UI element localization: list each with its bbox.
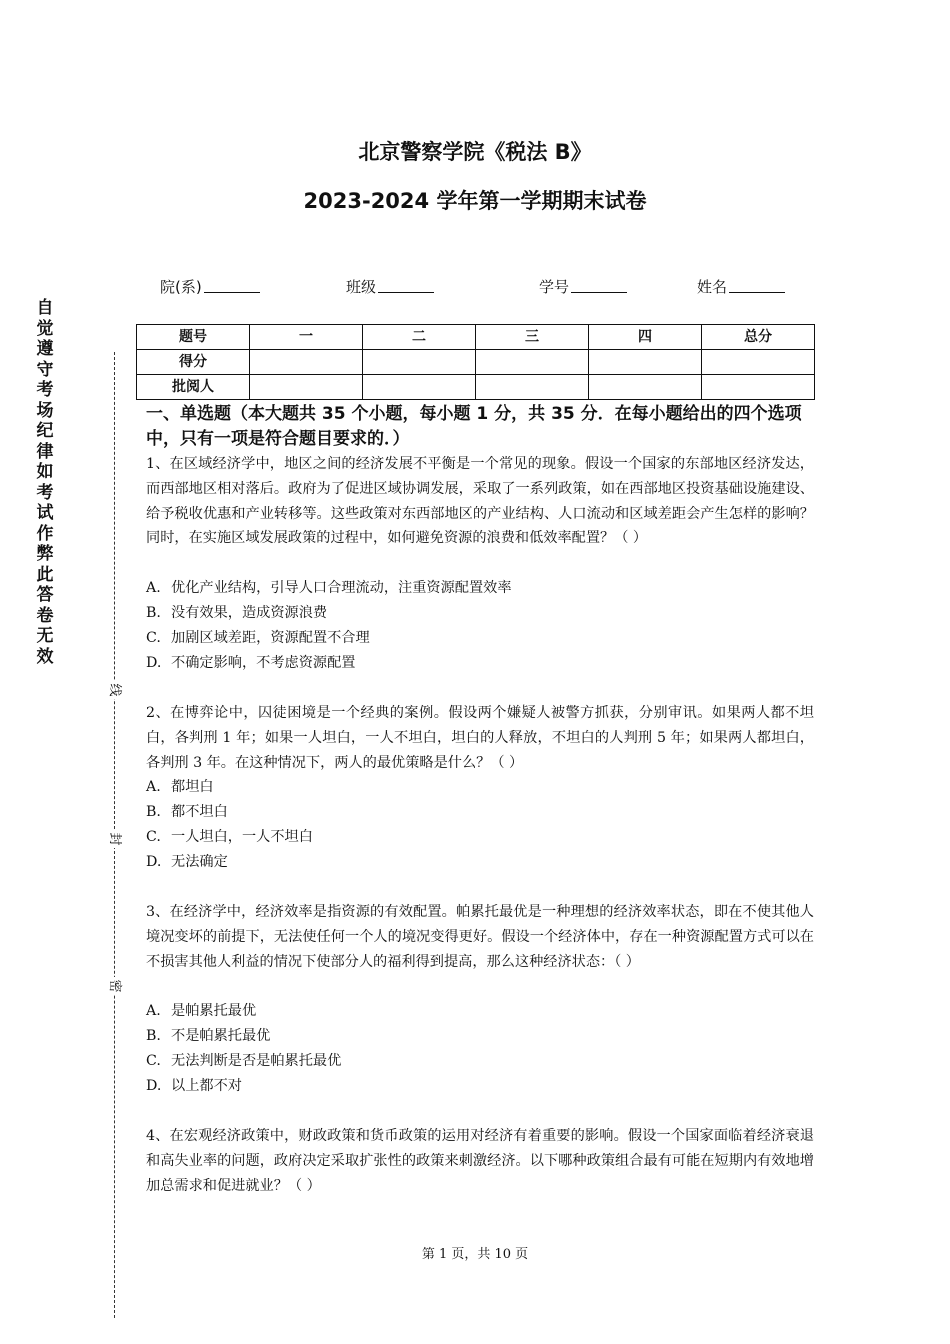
grader-row-label: 批阅人: [137, 375, 250, 400]
option-text: 优化产业结构，引导人口合理流动，注重资源配置效率: [171, 580, 512, 596]
question-1-text: 1、在区域经济学中，地区之间的经济发展不平衡是一个常见的现象。假设一个国家的东部地区经济发达，而西部地区相对落后。政府为了促进区域协调发展，采取了一系列政策，如在西部地区投资基础设施建设、给予税收优惠和产业转移等。这些政策对东西部地区的产业结构、人口流动和区域差距会产生怎样的影响？同时，在实施区域发展政策的过程中，如何避免资源的浪费和低效率配置？（ ）: [146, 456, 814, 547]
dept-label: 院(系): [160, 278, 202, 296]
score-header-cell: 一: [250, 325, 363, 350]
student-id-blank[interactable]: [571, 276, 627, 293]
cut-label-seal: 封: [104, 830, 124, 848]
option-letter: B.: [146, 605, 161, 621]
option-letter: B.: [146, 804, 161, 820]
option-letter: D.: [146, 854, 162, 870]
option-letter: D.: [146, 1078, 162, 1094]
grader-cell[interactable]: [589, 375, 702, 400]
grader-row: [137, 375, 815, 400]
score-row: [137, 350, 815, 375]
score-cell[interactable]: [476, 350, 589, 375]
name-blank[interactable]: [729, 276, 785, 293]
name-field: [697, 276, 727, 297]
score-table-header-row: [137, 325, 815, 350]
score-header-cell: 二: [363, 325, 476, 350]
exam-title-line2: 2023-2024 学年第一学期期末试卷: [303, 189, 647, 213]
question-2-option-b[interactable]: [146, 800, 228, 825]
option-text: 没有效果，造成资源浪费: [171, 605, 328, 621]
option-letter: A.: [146, 1003, 161, 1019]
question-1-option-a[interactable]: [146, 576, 512, 601]
page-number: 第 1 页，共 10 页: [421, 1247, 529, 1262]
option-letter: C.: [146, 1053, 161, 1069]
grader-cell[interactable]: [702, 375, 815, 400]
class-blank[interactable]: [378, 276, 434, 293]
score-row-label: 得分: [137, 350, 250, 375]
question-3-option-b[interactable]: [146, 1024, 270, 1049]
option-letter: C.: [146, 630, 161, 646]
option-text: 都坦白: [171, 779, 214, 795]
question-2-option-d[interactable]: [146, 850, 228, 875]
side-notice: 自觉遵守考场纪律如考试作弊此答卷无效: [36, 298, 54, 667]
option-letter: C.: [146, 829, 161, 845]
student-id-label: 学号: [539, 278, 570, 296]
section-heading: 一、单选题（本大题共 35 个小题，每小题 1 分，共 35 分．在每小题给出的四个选项中，只有一项是符合题目要求的．）: [146, 404, 802, 449]
score-header-cell: 题号: [137, 325, 250, 350]
question-1-option-d[interactable]: [146, 651, 355, 676]
grader-cell[interactable]: [363, 375, 476, 400]
question-1-option-b[interactable]: [146, 601, 327, 626]
exam-title-line1: 北京警察学院《税法 B》: [358, 140, 592, 164]
option-letter: A.: [146, 779, 161, 795]
option-text: 以上都不对: [171, 1078, 242, 1094]
question-2-option-a[interactable]: [146, 775, 214, 800]
question-3-option-c[interactable]: [146, 1049, 341, 1074]
question-3-text: 3、在经济学中，经济效率是指资源的有效配置。帕累托最优是一种理想的经济效率状态，即在不使其他人境况变坏的前提下，无法使任何一个人的境况变得更好。假设一个经济体中，存在一种资源配置方式可以在不损害其他人利益的情况下使部分人的福利得到提高，那么这种经济状态：（ ）: [146, 904, 814, 970]
question-3-option-d[interactable]: [146, 1074, 242, 1099]
option-text: 不确定影响，不考虑资源配置: [171, 655, 356, 671]
score-header-cell: 三: [476, 325, 589, 350]
dept-field: [160, 276, 202, 297]
score-cell[interactable]: [589, 350, 702, 375]
score-cell[interactable]: [250, 350, 363, 375]
cut-label-line: 线: [104, 681, 124, 699]
option-letter: B.: [146, 1028, 161, 1044]
class-label: 班级: [346, 278, 377, 296]
student-id-field: [539, 276, 569, 297]
option-text: 不是帕累托最优: [171, 1028, 271, 1044]
grader-cell[interactable]: [250, 375, 363, 400]
name-label: 姓名: [697, 278, 728, 296]
question-2-text: 2、在博弈论中，囚徒困境是一个经典的案例。假设两个嫌疑人被警方抓获，分别审讯。如果两人都不坦白，各判刑 1 年；如果一人坦白，一人不坦白，坦白的人释放，不坦白的人判刑 5 年；如果两人都坦白，各判刑 3 年。在这种情况下，两人的最优策略是什么？（ ）: [146, 705, 814, 771]
question-2-option-c[interactable]: [146, 825, 313, 850]
dept-blank[interactable]: [204, 276, 260, 293]
option-text: 无法判断是否是帕累托最优: [171, 1053, 342, 1069]
grader-cell[interactable]: [476, 375, 589, 400]
question-4-text: 4、在宏观经济政策中，财政政策和货币政策的运用对经济有着重要的影响。假设一个国家面临着经济衰退和高失业率的问题，政府决定采取扩张性的政策来刺激经济。以下哪种政策组合最有可能在短期内有效地增加总需求和促进就业？（ ）: [146, 1128, 814, 1194]
question-3-option-a[interactable]: [146, 999, 256, 1024]
class-field: [346, 276, 376, 297]
option-text: 无法确定: [171, 854, 228, 870]
score-table: [136, 324, 815, 400]
option-text: 一人坦白，一人不坦白: [171, 829, 313, 845]
score-header-cell: 四: [589, 325, 702, 350]
score-header-cell: 总分: [702, 325, 815, 350]
option-letter: A.: [146, 580, 161, 596]
cut-label-secret: 密: [104, 977, 124, 995]
option-letter: D.: [146, 655, 162, 671]
question-1-option-c[interactable]: [146, 626, 370, 651]
option-text: 都不坦白: [171, 804, 228, 820]
student-info-row: [0, 276, 950, 300]
option-text: 加剧区域差距，资源配置不合理: [171, 630, 370, 646]
score-cell[interactable]: [363, 350, 476, 375]
score-cell[interactable]: [702, 350, 815, 375]
option-text: 是帕累托最优: [171, 1003, 257, 1019]
